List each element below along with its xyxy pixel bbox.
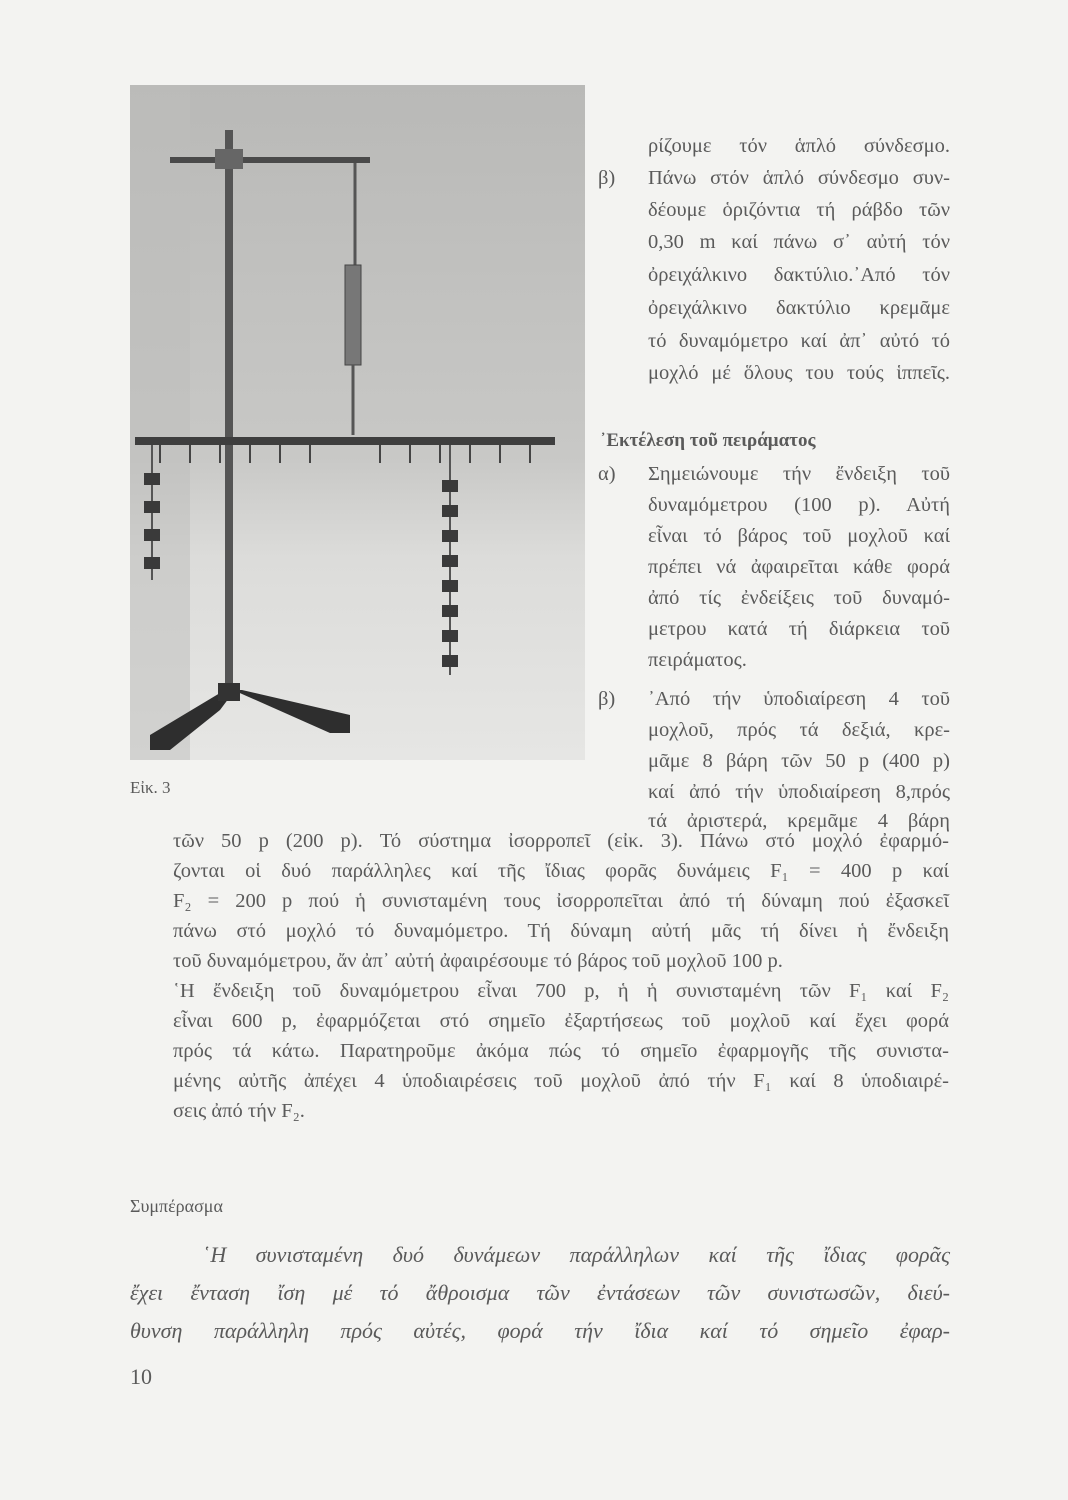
text-line: πρέπει νά ἀφαιρεῖται κάθε φορά bbox=[648, 556, 950, 578]
conclusion-line: θυνση παράλληλη πρός αὐτές, φορά τήν ἴδια καί τό σημεῖο ἐφαρ- bbox=[130, 1318, 950, 1343]
text-line: ρίζουμε τόν ἁπλό σύνδεσμο. bbox=[648, 135, 950, 157]
text-line: 0,30 m καί πάνω σ᾽ αὐτή τόν bbox=[648, 231, 950, 253]
page-number: 10 bbox=[130, 1364, 152, 1389]
lever-apparatus-photo bbox=[130, 85, 585, 760]
text-line: ὀρειχάλκινο δακτύλιο κρεμᾶμε bbox=[648, 297, 950, 319]
text-line: μᾶμε 8 βάρη τῶν 50 p (400 p) bbox=[648, 750, 950, 772]
text-line: μετρου κατά τή διάρκεια τοῦ bbox=[648, 618, 950, 640]
section-heading: ᾽Εκτέλεση τοῦ πειράματος bbox=[600, 430, 816, 451]
text-line: πειράματος. bbox=[648, 649, 747, 671]
text-line: ζονται οἱ δυό παράλληλες καί τῆς ἴδιας φορᾶς δυνάμεις F₁ = 400 p καί bbox=[173, 860, 949, 882]
text-line: πάνω στό μοχλό τό δυναμόμετρο. Τή δύναμη αὐτή μᾶς τή δίνει ἡ ἔνδειξη bbox=[173, 920, 949, 942]
text-line: ῾Η ἔνδειξη τοῦ δυναμόμετρου εἶναι 700 p, ἡ ἡ συνισταμένη τῶν F₁ καί F₂ bbox=[173, 980, 949, 1002]
text-line: μοχλό μέ ὅλους του τούς ἱππεῖς. bbox=[648, 362, 950, 384]
item-label: β) bbox=[598, 688, 616, 710]
text-line: Πάνω στόν ἁπλό σύνδεσμο συν- bbox=[648, 167, 950, 189]
text-line: τά ἀριστερά, κρεμᾶμε 4 βάρη bbox=[648, 810, 950, 832]
text-line: ἀπό τίς ἐνδείξεις τοῦ δυναμό- bbox=[648, 587, 950, 609]
text-line: τό δυναμόμετρο καί ἀπ᾽ αὐτό τό bbox=[648, 330, 950, 352]
text-line: εἶναι τό βάρος τοῦ μοχλοῦ καί bbox=[648, 525, 950, 547]
text-line: καί ἀπό τήν ὑποδιαίρεση 8,πρός bbox=[648, 781, 950, 803]
text-line: δυναμόμετρου (100 p). Αὐτή bbox=[648, 494, 950, 516]
figure-caption: Εἰκ. 3 bbox=[130, 778, 171, 797]
conclusion-line: ἔχει ἔνταση ἴση μέ τό ἄθροισμα τῶν ἐντάσεων τῶν συνιστωσῶν, διεύ- bbox=[130, 1280, 950, 1305]
item-label: β) bbox=[598, 167, 616, 189]
text-line: σεις ἀπό τήν F₂. bbox=[173, 1100, 305, 1122]
text-line: μένης αὐτῆς ἀπέχει 4 ὑποδιαιρέσεις τοῦ μοχλοῦ ἀπό τήν F₁ καί 8 ὑποδιαιρέ- bbox=[173, 1070, 949, 1092]
section-heading: Συμπέρασμα bbox=[130, 1196, 223, 1216]
text-line: ὀρειχάλκινο δακτύλιο.᾽Από τόν bbox=[648, 264, 950, 286]
text-line: ᾽Από τήν ὑποδιαίρεση 4 τοῦ bbox=[648, 688, 950, 710]
text-line: μοχλοῦ, πρός τά δεξιά, κρε- bbox=[648, 719, 950, 741]
text-line: F₂ = 200 p πού ἡ συνισταμένη τους ἰσορροπεῖται ἀπό τή δύναμη πού ἐξασκεῖ bbox=[173, 890, 949, 912]
text-line: τοῦ δυναμόμετρου, ἄν ἀπ᾽ αὐτή ἀφαιρέσουμε τό βάρος τοῦ μοχλοῦ 100 p. bbox=[173, 950, 783, 972]
text-line: εἶναι 600 p, ἐφαρμόζεται στό σημεῖο ἐξαρτήσεως τοῦ μοχλοῦ καί ἔχει φορά bbox=[173, 1010, 949, 1032]
text-line: δέουμε ὁριζόντια τή ράβδο τῶν bbox=[648, 199, 950, 221]
text-line: Σημειώνουμε τήν ἔνδειξη τοῦ bbox=[648, 463, 950, 485]
conclusion-line: ῾Η συνισταμένη δυό δυνάμεων παράλληλων καί τῆς ἴδιας φορᾶς bbox=[203, 1242, 950, 1267]
item-label: α) bbox=[598, 463, 616, 485]
text-line: τῶν 50 p (200 p). Τό σύστημα ἰσορροπεῖ (εἰκ. 3). Πάνω στό μοχλό ἐφαρμό- bbox=[173, 830, 949, 852]
text-line: πρός τά κάτω. Παρατηροῦμε ἀκόμα πώς τό σημεῖο ἐφαρμογῆς τῆς συνιστα- bbox=[173, 1040, 949, 1062]
